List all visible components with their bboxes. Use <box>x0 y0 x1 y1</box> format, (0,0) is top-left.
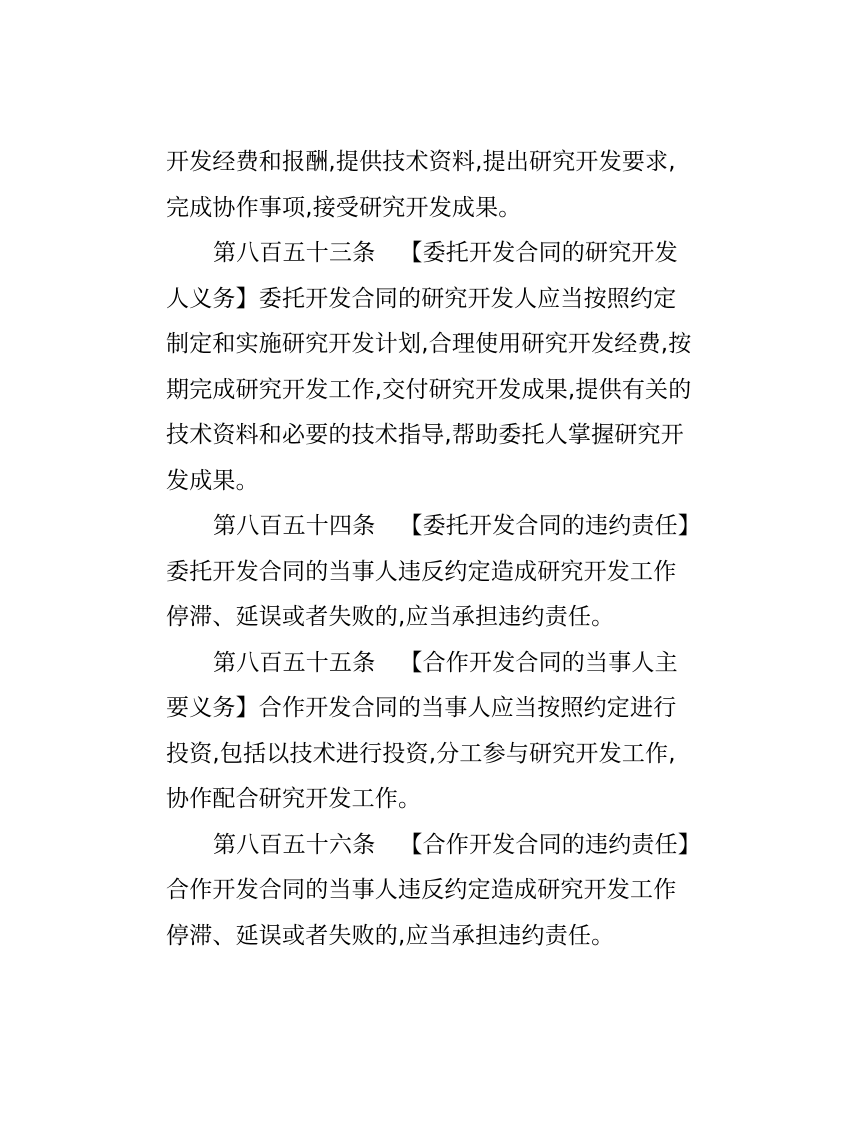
line-text: 人义务】委托开发合同的研究开发人应当按照约定 <box>166 285 677 312</box>
article-title: 【委托开发合同的违约责任】 <box>399 513 702 539</box>
line-text: 投资,包括以技术进行投资,分工参与研究开发工作, <box>166 740 676 767</box>
article-number: 第八百五十五条 <box>213 649 376 676</box>
text-line <box>166 686 726 732</box>
line-text: 停滞、延误或者失败的,应当承担违约责任。 <box>166 604 615 630</box>
article-heading-856 <box>166 823 726 869</box>
text-line <box>166 914 726 960</box>
text-line <box>166 550 726 596</box>
text-line <box>166 777 726 823</box>
text-line <box>166 732 726 778</box>
text-line <box>166 368 726 414</box>
text-line <box>166 186 726 232</box>
line-text: 委托开发合同的当事人违反约定造成研究开发工作 <box>166 558 677 585</box>
line-text: 期完成研究开发工作,交付研究开发成果,提供有关的 <box>166 376 692 403</box>
text-line <box>166 868 726 914</box>
line-text: 技术资料和必要的技术指导,帮助委托人掌握研究开 <box>166 422 684 448</box>
line-text: 要义务】合作开发合同的当事人应当按照约定进行 <box>166 695 677 721</box>
article-heading-853 <box>166 231 726 277</box>
line-text: 开发经费和报酬,提供技术资料,提出研究开发要求, <box>166 149 676 175</box>
article-title: 【委托开发合同的研究开发 <box>399 240 678 266</box>
text-line <box>166 277 726 323</box>
article-heading-855 <box>166 641 726 687</box>
text-line <box>166 322 726 368</box>
line-text: 合作开发合同的当事人违反约定造成研究开发工作 <box>166 877 677 903</box>
article-number: 第八百五十四条 <box>213 513 376 539</box>
article-title: 【合作开发合同的违约责任】 <box>399 831 702 858</box>
document-body <box>166 140 726 959</box>
article-number: 第八百五十六条 <box>213 831 376 858</box>
line-text: 完成协作事项,接受研究开发成果。 <box>166 194 522 221</box>
line-text: 制定和实施研究开发计划,合理使用研究开发经费,按 <box>166 331 692 357</box>
article-number: 第八百五十三条 <box>213 240 376 266</box>
text-line <box>166 413 726 459</box>
line-text: 停滞、延误或者失败的,应当承担违约责任。 <box>166 922 615 949</box>
line-text: 发成果。 <box>166 467 259 494</box>
article-title: 【合作开发合同的当事人主 <box>399 649 678 676</box>
text-line <box>166 595 726 641</box>
article-heading-854 <box>166 504 726 550</box>
text-line <box>166 140 726 186</box>
text-line <box>166 459 726 505</box>
line-text: 协作配合研究开发工作。 <box>166 786 422 812</box>
